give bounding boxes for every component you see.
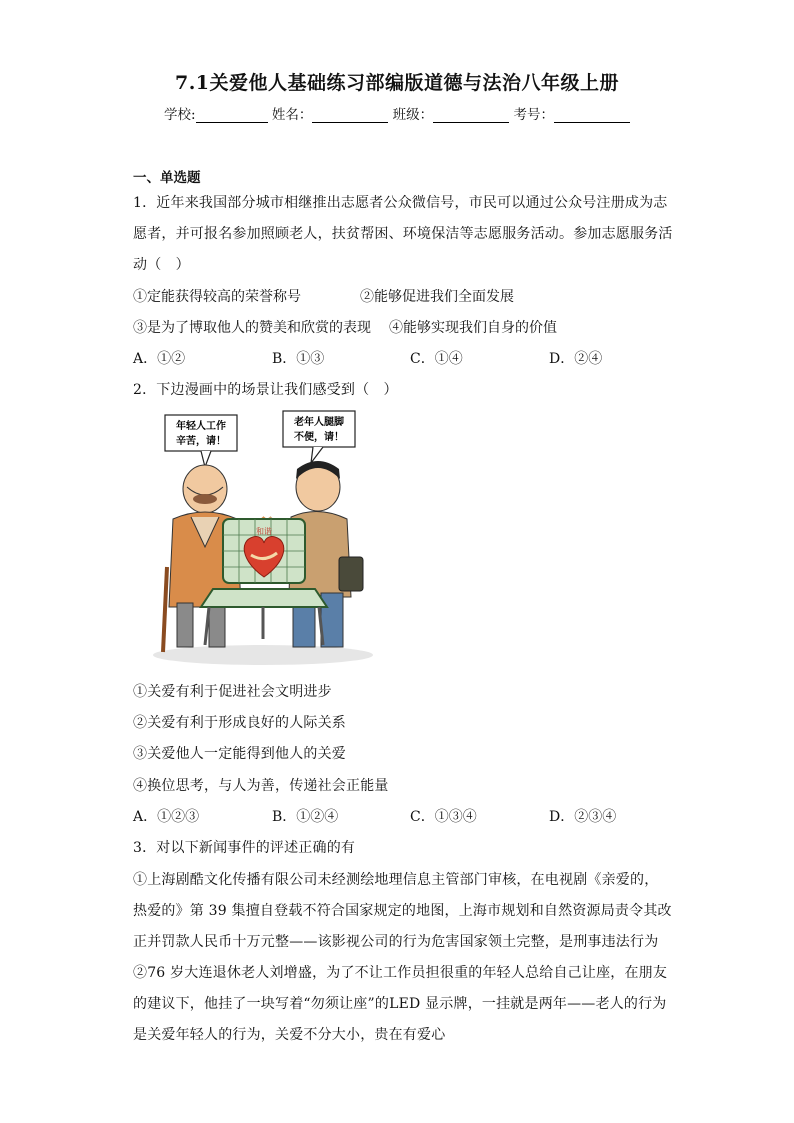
q1-stem-line: 愿者，并可报名参加照顾老人，扶贫帮困、环境保洁等志愿服务活动。参加志愿服务活: [133, 226, 673, 242]
name-blank[interactable]: [312, 108, 388, 123]
q3-text-line: ①上海剧酷文化传播有限公司未经测绘地理信息主管部门审核，在电视剧《亲爱的，: [133, 872, 659, 888]
q1-statement-3: ③是为了博取他人的赞美和欣赏的表现: [133, 320, 371, 336]
school-label: 学校:: [164, 107, 196, 123]
q2-statement-2: ②关爱有利于形成良好的人际关系: [133, 715, 346, 731]
q2-option-b[interactable]: B．①②④: [272, 809, 339, 825]
q1-statement-1: ①定能获得较高的荣誉称号: [133, 289, 301, 305]
q2-statement-3: ③关爱他人一定能得到他人的关爱: [133, 746, 346, 762]
class-label: 班级：: [392, 107, 434, 123]
q2-option-a[interactable]: A．①②③: [133, 809, 200, 825]
q2-option-c[interactable]: C．①③④: [410, 809, 477, 825]
q1-stem-line: 1．近年来我国部分城市相继推出志愿者公众微信号，市民可以通过公众号注册成为志: [133, 195, 668, 211]
speech-bubble-left: [165, 415, 237, 467]
bubble-left-line2: 辛苦，请！: [176, 436, 226, 447]
section-heading: 一、单选题: [133, 170, 201, 186]
name-label: 姓名：: [271, 107, 313, 123]
document-title: 7.1关爱他人基础练习部编版道德与法治八年级上册: [174, 72, 620, 94]
speech-bubble-right: [283, 411, 355, 463]
student-info-row: [0, 103, 794, 123]
school-blank[interactable]: [196, 108, 268, 123]
heart-label: 和谐: [256, 527, 272, 536]
class-blank[interactable]: [433, 108, 509, 123]
q3-text-line: ②76 岁大连退休老人刘增盛，为了不让工作员担很重的年轻人总给自己让座，在朋友: [133, 965, 668, 981]
bubble-left-line1: 年轻人工作: [176, 421, 226, 432]
bubble-right-line2: 不便，请！: [294, 432, 344, 443]
q3-text-line: 热爱的》第 39 集擅自登载不符合国家规定的地图，上海市规划和自然资源局责令其改: [133, 903, 672, 919]
q2-statement-4: ④换位思考，与人为善，传递社会正能量: [133, 778, 389, 794]
q3-text-line: 正并罚款人民币十万元整——该影视公司的行为危害国家领土完整，是刑事违法行为: [133, 934, 659, 950]
q3-text-line: 的建议下，他挂了一块写着“勿须让座”的LED 显示牌，一挂就是两年——老人的行为: [133, 996, 667, 1012]
cartoon-illustration: [143, 407, 383, 669]
q1-option-c[interactable]: C．①④: [410, 351, 463, 367]
q2-option-d[interactable]: D．②③④: [549, 809, 617, 825]
q2-statement-1: ①关爱有利于促进社会文明进步: [133, 684, 332, 700]
number-label: 考号：: [513, 107, 554, 123]
q1-option-d[interactable]: D．②④: [549, 351, 603, 367]
q1-option-b[interactable]: B．①③: [272, 351, 325, 367]
q1-statement-2: ②能够促进我们全面发展: [360, 289, 514, 305]
q1-statement-4: ④能够实现我们自身的价值: [389, 320, 557, 336]
q1-stem-line: 动（ ）: [133, 257, 190, 273]
q3-stem: 3．对以下新闻事件的评述正确的有: [133, 840, 356, 856]
bubble-right-line1: 老年人腿脚: [294, 417, 344, 428]
q1-option-a[interactable]: A．①②: [133, 351, 186, 367]
q3-text-line: 是关爱年轻人的行为，关爱不分大小，贵在有爱心: [133, 1027, 446, 1043]
q2-stem: 2．下边漫画中的场景让我们感受到（ ）: [133, 382, 398, 398]
number-blank[interactable]: [554, 108, 630, 123]
